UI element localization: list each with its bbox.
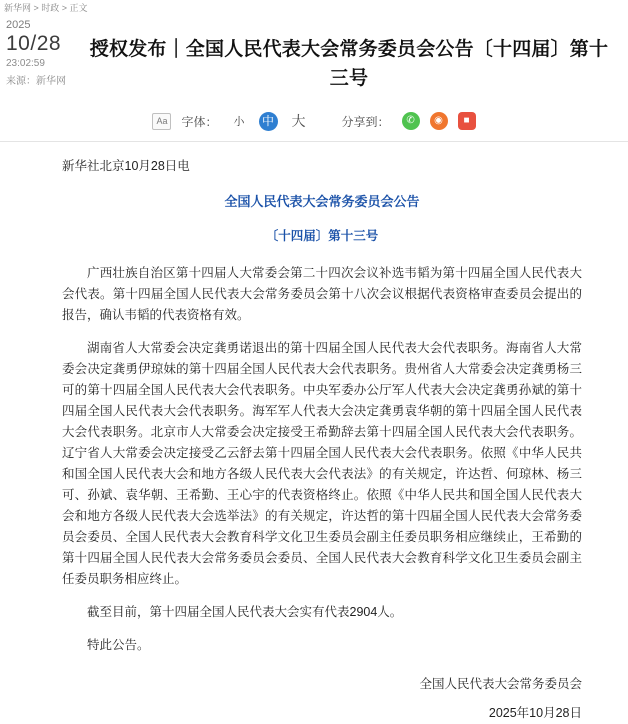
document-title: 全国人民代表大会常务委员会公告 bbox=[224, 194, 420, 210]
font-size-small-button[interactable]: 小 bbox=[233, 116, 245, 129]
publish-time: 23:02:59 bbox=[6, 58, 45, 69]
article-paragraph: 湖南省人大常委会决定龚勇诺退出的第十四届全国人民代表大会代表职务。海南省人大常委会决定龚勇伊琼妹的第十四届全国人民代表大会代表职务。贵州省人大常委会决定龚勇杨三可的第十四届全国人民代表大会代表职务。中央军委办公厅军人代表大会决定龚勇孙斌的第十四届全国人民代表大会代表职务。海军军人代表大会决定龚勇袁华朝的第十四届全国人民代表大会代表职务。北京市人大常委会决定接受王希勤辞去第十四届全国人民代表大会代表职务。辽宁省人大常委会决定接受乙云舒去第十四届全国人民代表大会代表职务。依照《中华人民共和国全国人民代表大会和地方各级人民代表大会代表法》的有关规定，许达哲、何琼林、杨三可、孙斌、袁华朝、王希勤、王心宇的代表资格终止。依照《中华人民共和国全国人民代表大会和地方各级人民代表大会选举法》的有关规定，许达哲的第十四届全国人民代表大会常务委员会委员、全国人民代表大会教育科学文化卫生委员会副主任委员职务相应继续止，王希勤的第十四届全国人民代表大会常务委员会委员、全国人民代表大会教育科学文化卫生委员会副主任委员职务相应终止。 bbox=[62, 341, 582, 587]
page-title: 授权发布｜全国人民代表大会常务委员会公告〔十四届〕第十三号 bbox=[89, 38, 609, 89]
font-label: 字体： bbox=[181, 114, 218, 129]
weibo-glyph: ◉ bbox=[434, 115, 443, 127]
qq-glyph: ■ bbox=[463, 115, 470, 127]
article-header bbox=[0, 16, 628, 105]
qq-share-icon[interactable] bbox=[458, 112, 476, 130]
article-signoff: 全国人民代表大会常务委员会 bbox=[419, 677, 582, 692]
article-dateline: 新华社北京10月28日电 bbox=[62, 159, 190, 174]
document-number: 〔十四届〕第十三号 bbox=[265, 229, 379, 244]
weibo-share-icon[interactable] bbox=[430, 112, 448, 130]
article-paragraph: 截至目前，第十四届全国人民代表大会实有代表2904人。 bbox=[87, 605, 403, 620]
publish-date-block bbox=[0, 16, 80, 89]
publish-source: 来源：新华网 bbox=[6, 76, 66, 87]
font-size-large-button[interactable]: 大 bbox=[291, 113, 306, 130]
publish-monthday: 10/28 bbox=[6, 32, 62, 55]
breadcrumb[interactable]: 新华网 > 时政 > 正文 bbox=[4, 3, 88, 13]
publish-year: 2025 bbox=[6, 19, 31, 31]
article-signdate: 2025年10月28日 bbox=[488, 706, 582, 721]
share-label: 分享到： bbox=[341, 114, 390, 129]
article-body bbox=[0, 142, 628, 724]
article-paragraph: 特此公告。 bbox=[87, 638, 150, 653]
wechat-glyph: ✆ bbox=[406, 115, 415, 127]
wechat-share-icon[interactable] bbox=[402, 112, 420, 130]
article-toolbar bbox=[0, 105, 628, 142]
article-paragraph: 广西壮族自治区第十四届人大常委会第二十四次会议补选韦韬为第十四届全国人民代表大会代表。第十四届全国人民代表大会常务委员会第十八次会议根据代表资格审查委员会提出的报告，确认韦韬的代表资格有效。 bbox=[62, 266, 582, 323]
font-size-medium-button[interactable]: 中 bbox=[259, 112, 278, 131]
font-size-icon: Aa bbox=[152, 113, 171, 130]
